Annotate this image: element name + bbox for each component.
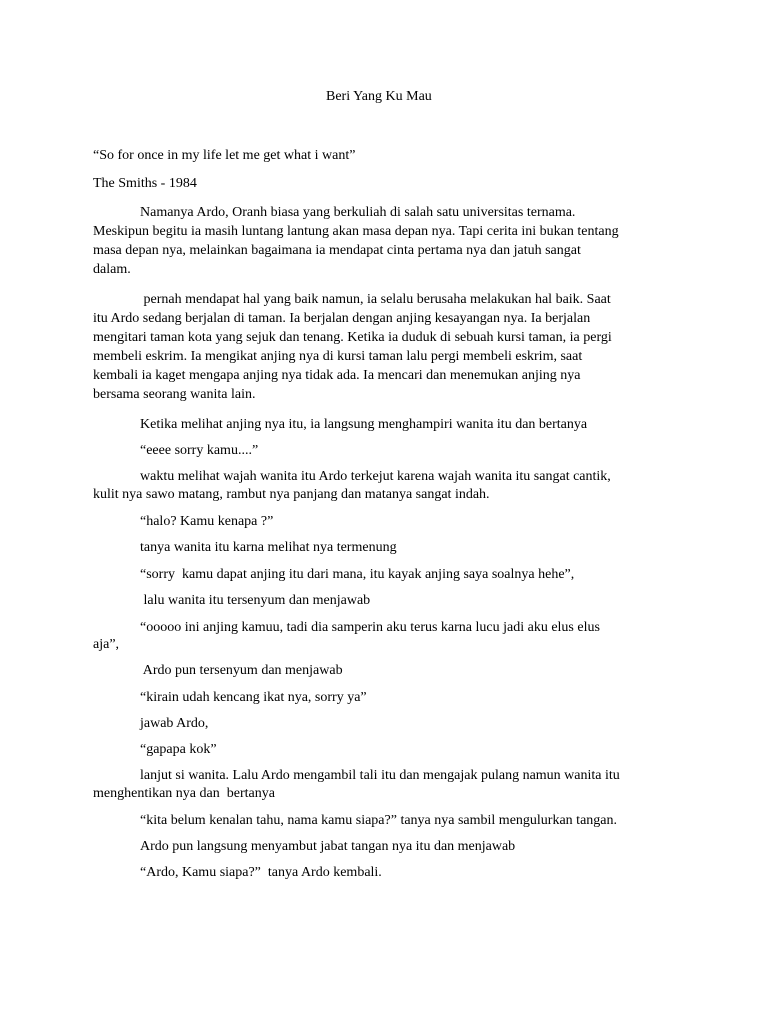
body-line: kembali ia kaget mengapa anjing nya tidak ada. Ia mencari dan menemukan anjing nya — [93, 368, 581, 383]
body-line: “kirain udah kencang ikat nya, sorry ya” — [140, 690, 367, 705]
body-line: Namanya Ardo, Oranh biasa yang berkuliah di salah satu universitas ternama. — [140, 205, 576, 220]
body-line: membeli eskrim. Ia mengikat anjing nya di kursi taman lalu pergi membeli eskrim, saat — [93, 349, 583, 364]
body-line: waktu melihat wajah wanita itu Ardo terkejut karena wajah wanita itu sangat cantik, — [140, 469, 611, 484]
body-line: Ketika melihat anjing nya itu, ia langsung menghampiri wanita itu dan bertanya — [140, 417, 588, 432]
body-line: “sorry kamu dapat anjing itu dari mana, itu kayak anjing saya soalnya hehe”, — [140, 567, 575, 582]
body-line: “eeee sorry kamu....” — [140, 443, 259, 458]
body-line: “gapapa kok” — [140, 742, 217, 757]
body-line: tanya wanita itu karna melihat nya termenung — [140, 540, 397, 555]
body-line: jawab Ardo, — [140, 716, 209, 731]
body-line: aja”, — [93, 637, 120, 652]
body-line: kulit nya sawo matang, rambut nya panjang dan matanya sangat indah. — [93, 487, 490, 502]
body-line: “Ardo, Kamu siapa?” tanya Ardo kembali. — [140, 865, 382, 880]
body-line: “halo? Kamu kenapa ?” — [140, 514, 274, 529]
body-line: “kita belum kenalan tahu, nama kamu siapa?” tanya nya sambil mengulurkan tangan. — [140, 813, 617, 828]
body-line: masa depan nya, melainkan bagaimana ia mendapat cinta pertama nya dan jatuh sangat — [93, 243, 581, 258]
body-line: dalam. — [93, 262, 131, 277]
body-line: bersama seorang wanita lain. — [93, 387, 256, 402]
body-line: mengitari taman kota yang sejuk dan tenang. Ketika ia duduk di sebuah kursi taman, ia pergi — [93, 330, 612, 345]
epigraph-attribution: The Smiths - 1984 — [93, 176, 197, 191]
body-line: “ooooo ini anjing kamuu, tadi dia samperin aku terus karna lucu jadi aku elus elus — [140, 620, 600, 635]
body-line: menghentikan nya dan bertanya — [93, 786, 275, 801]
body-line: pernah mendapat hal yang baik namun, ia selalu berusaha melakukan hal baik. Saat — [140, 292, 611, 307]
epigraph-quote: “So for once in my life let me get what i want” — [93, 148, 356, 163]
body-line: Ardo pun langsung menyambut jabat tangan nya itu dan menjawab — [140, 839, 516, 854]
document-title: Beri Yang Ku Mau — [326, 89, 432, 104]
body-line: lanjut si wanita. Lalu Ardo mengambil tali itu dan mengajak pulang namun wanita itu — [140, 768, 620, 783]
body-line: Meskipun begitu ia masih luntang lantung akan masa depan nya. Tapi cerita ini bukan tentang — [93, 224, 619, 239]
body-line: itu Ardo sedang berjalan di taman. Ia berjalan dengan anjing kesayangan nya. Ia berjalan — [93, 311, 591, 326]
body-line: Ardo pun tersenyum dan menjawab — [140, 663, 343, 678]
body-line: lalu wanita itu tersenyum dan menjawab — [140, 593, 371, 608]
